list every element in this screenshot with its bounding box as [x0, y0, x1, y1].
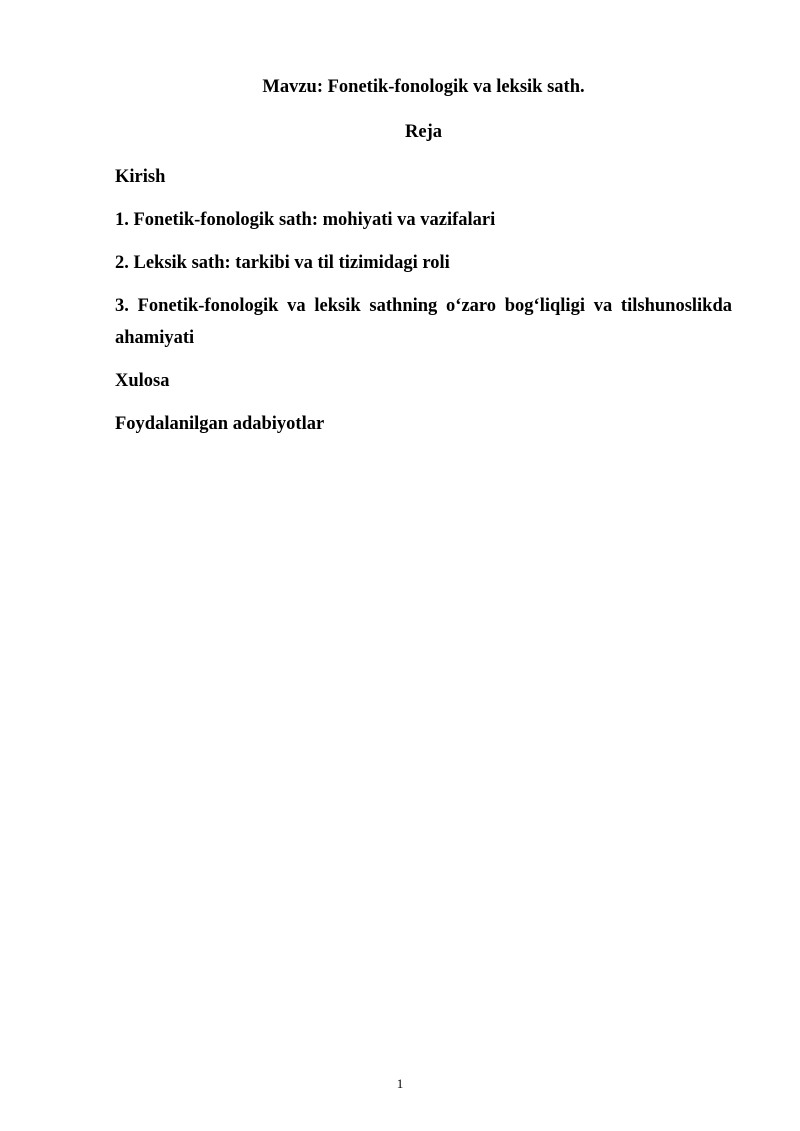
- plan-item-2: 2. Leksik sath: tarkibi va til tizimidagi roli: [115, 253, 450, 273]
- plan-list: [115, 161, 732, 451]
- plan-item-conclusion: Xulosa: [115, 371, 170, 391]
- plan-item-references: Foydalanilgan adabiyotlar: [115, 414, 325, 434]
- plan-item-introduction: Kirish: [115, 167, 166, 187]
- plan-item-1: 1. Fonetik-fonologik sath: mohiyati va vazifalari: [115, 210, 496, 230]
- page-number: 1: [396, 1076, 404, 1091]
- plan-item-3: 3. Fonetik-fonologik va leksik sathning o‘zaro bog‘liqligi va tilshunoslikda ahamiyati: [115, 296, 732, 348]
- plan-heading: Reja: [405, 122, 442, 142]
- document-title: Mavzu: Fonetik-fonologik va leksik sath.: [262, 77, 585, 97]
